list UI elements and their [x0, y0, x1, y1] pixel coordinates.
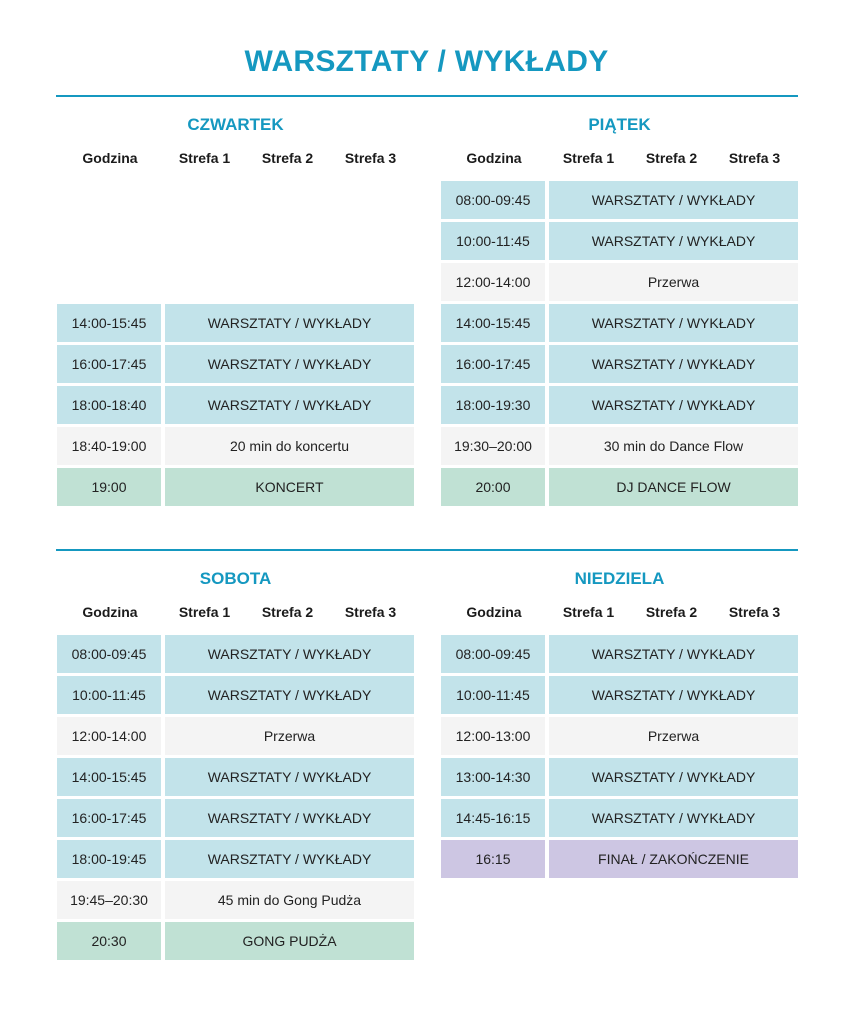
time-cell: 10:00-11:45: [57, 676, 161, 714]
schedule-row: [441, 676, 798, 714]
activity-cell: WARSZTATY / WYKŁADY: [165, 386, 414, 424]
header-zone-2: Strefa 2: [645, 150, 698, 166]
header-zone-3: Strefa 3: [728, 150, 781, 166]
activity-cell: WARSZTATY / WYKŁADY: [549, 304, 798, 342]
activity-cell: WARSZTATY / WYKŁADY: [549, 758, 798, 796]
activity-cell: WARSZTATY / WYKŁADY: [165, 635, 414, 673]
activity-cell: WARSZTATY / WYKŁADY: [549, 181, 798, 219]
column-headers: [57, 146, 414, 170]
schedule-row: [57, 635, 414, 673]
column-headers: [57, 600, 414, 624]
activity-cell: GONG PUDŻA: [165, 922, 414, 960]
activity-cell: DJ DANCE FLOW: [549, 468, 798, 506]
header-zone-2: Strefa 2: [261, 604, 314, 620]
time-cell: 18:00-19:45: [57, 840, 161, 878]
schedule-row: [441, 635, 798, 673]
time-cell: 18:40-19:00: [57, 427, 161, 465]
schedule-row: [441, 386, 798, 424]
header-zone-1: Strefa 1: [178, 604, 231, 620]
header-zone-2: Strefa 2: [261, 150, 314, 166]
time-cell: 14:45-16:15: [441, 799, 545, 837]
time-cell: 12:00-13:00: [441, 717, 545, 755]
time-cell: 18:00-19:30: [441, 386, 545, 424]
time-cell: 19:00: [57, 468, 161, 506]
activity-cell: FINAŁ / ZAKOŃCZENIE: [549, 840, 798, 878]
activity-cell: WARSZTATY / WYKŁADY: [549, 345, 798, 383]
header-zone-1: Strefa 1: [562, 604, 615, 620]
schedule-row: [441, 758, 798, 796]
header-zone-3: Strefa 3: [344, 150, 397, 166]
schedule-row: [441, 840, 798, 878]
schedule-row: [441, 799, 798, 837]
schedule-row: [441, 263, 798, 301]
activity-cell: WARSZTATY / WYKŁADY: [549, 635, 798, 673]
time-cell: 12:00-14:00: [57, 717, 161, 755]
time-cell: 19:30–20:00: [441, 427, 545, 465]
activity-cell: WARSZTATY / WYKŁADY: [165, 304, 414, 342]
activity-cell: Przerwa: [165, 717, 414, 755]
schedule-row: [57, 386, 414, 424]
activity-cell: WARSZTATY / WYKŁADY: [549, 386, 798, 424]
activity-cell: WARSZTATY / WYKŁADY: [549, 799, 798, 837]
schedule-thursday: [57, 112, 414, 509]
activity-cell: Przerwa: [549, 263, 798, 301]
header-zone-1: Strefa 1: [562, 150, 615, 166]
activity-cell: WARSZTATY / WYKŁADY: [165, 799, 414, 837]
time-cell: 16:15: [441, 840, 545, 878]
day-title: SOBOTA: [199, 569, 272, 588]
activity-cell: WARSZTATY / WYKŁADY: [549, 676, 798, 714]
page-title: WARSZTATY / WYKŁADY: [244, 45, 609, 78]
activity-cell: WARSZTATY / WYKŁADY: [549, 222, 798, 260]
day-title: NIEDZIELA: [574, 569, 665, 588]
column-headers: [441, 600, 798, 624]
time-cell: 16:00-17:45: [57, 799, 161, 837]
activity-cell: WARSZTATY / WYKŁADY: [165, 840, 414, 878]
time-cell: 08:00-09:45: [57, 635, 161, 673]
schedule-rows: [441, 635, 798, 878]
time-cell: 12:00-14:00: [441, 263, 545, 301]
schedule-row: [441, 304, 798, 342]
time-cell: 13:00-14:30: [441, 758, 545, 796]
activity-cell: WARSZTATY / WYKŁADY: [165, 676, 414, 714]
time-cell: 20:30: [57, 922, 161, 960]
column-headers: [441, 146, 798, 170]
activity-cell: Przerwa: [549, 717, 798, 755]
time-cell: 16:00-17:45: [441, 345, 545, 383]
time-cell: 08:00-09:45: [441, 181, 545, 219]
schedule-row: [57, 427, 414, 465]
schedule-row: [57, 717, 414, 755]
header-time: Godzina: [82, 150, 138, 166]
time-cell: 10:00-11:45: [441, 676, 545, 714]
time-cell: 14:00-15:45: [57, 304, 161, 342]
day-title: CZWARTEK: [187, 115, 284, 134]
schedule-row: [57, 304, 414, 342]
schedule-row: [441, 468, 798, 506]
time-cell: 19:45–20:30: [57, 881, 161, 919]
time-cell: 14:00-15:45: [57, 758, 161, 796]
schedule-row: [57, 758, 414, 796]
top-divider: [56, 95, 798, 97]
time-cell: 14:00-15:45: [441, 304, 545, 342]
header-zone-2: Strefa 2: [645, 604, 698, 620]
schedule-rows: [57, 181, 414, 506]
schedule-row: [57, 345, 414, 383]
day-title: PIĄTEK: [588, 115, 651, 134]
activity-cell: 45 min do Gong Pudża: [165, 881, 414, 919]
schedule-rows: [57, 635, 414, 960]
schedule-row: [57, 840, 414, 878]
schedule-row: [441, 717, 798, 755]
schedule-sunday: [441, 566, 798, 881]
header-time: Godzina: [82, 604, 138, 620]
schedule-rows: [441, 181, 798, 506]
header-zone-1: Strefa 1: [178, 150, 231, 166]
schedule-row: [441, 222, 798, 260]
time-cell: 16:00-17:45: [57, 345, 161, 383]
activity-cell: 30 min do Dance Flow: [549, 427, 798, 465]
header-zone-3: Strefa 3: [728, 604, 781, 620]
schedule-row: [441, 345, 798, 383]
schedule-row: [441, 427, 798, 465]
schedule-row: [57, 922, 414, 960]
schedule-row: [441, 181, 798, 219]
header-zone-3: Strefa 3: [344, 604, 397, 620]
time-cell: 08:00-09:45: [441, 635, 545, 673]
schedule-friday: [441, 112, 798, 509]
header-time: Godzina: [466, 604, 522, 620]
time-cell: 18:00-18:40: [57, 386, 161, 424]
schedule-row: [57, 468, 414, 506]
schedule-row: [57, 676, 414, 714]
activity-cell: KONCERT: [165, 468, 414, 506]
schedule-row: [57, 881, 414, 919]
middle-divider: [56, 549, 798, 551]
schedule-saturday: [57, 566, 414, 963]
time-cell: 10:00-11:45: [441, 222, 545, 260]
schedule-row: [57, 799, 414, 837]
header-time: Godzina: [466, 150, 522, 166]
time-cell: 20:00: [441, 468, 545, 506]
activity-cell: WARSZTATY / WYKŁADY: [165, 345, 414, 383]
activity-cell: WARSZTATY / WYKŁADY: [165, 758, 414, 796]
activity-cell: 20 min do koncertu: [165, 427, 414, 465]
